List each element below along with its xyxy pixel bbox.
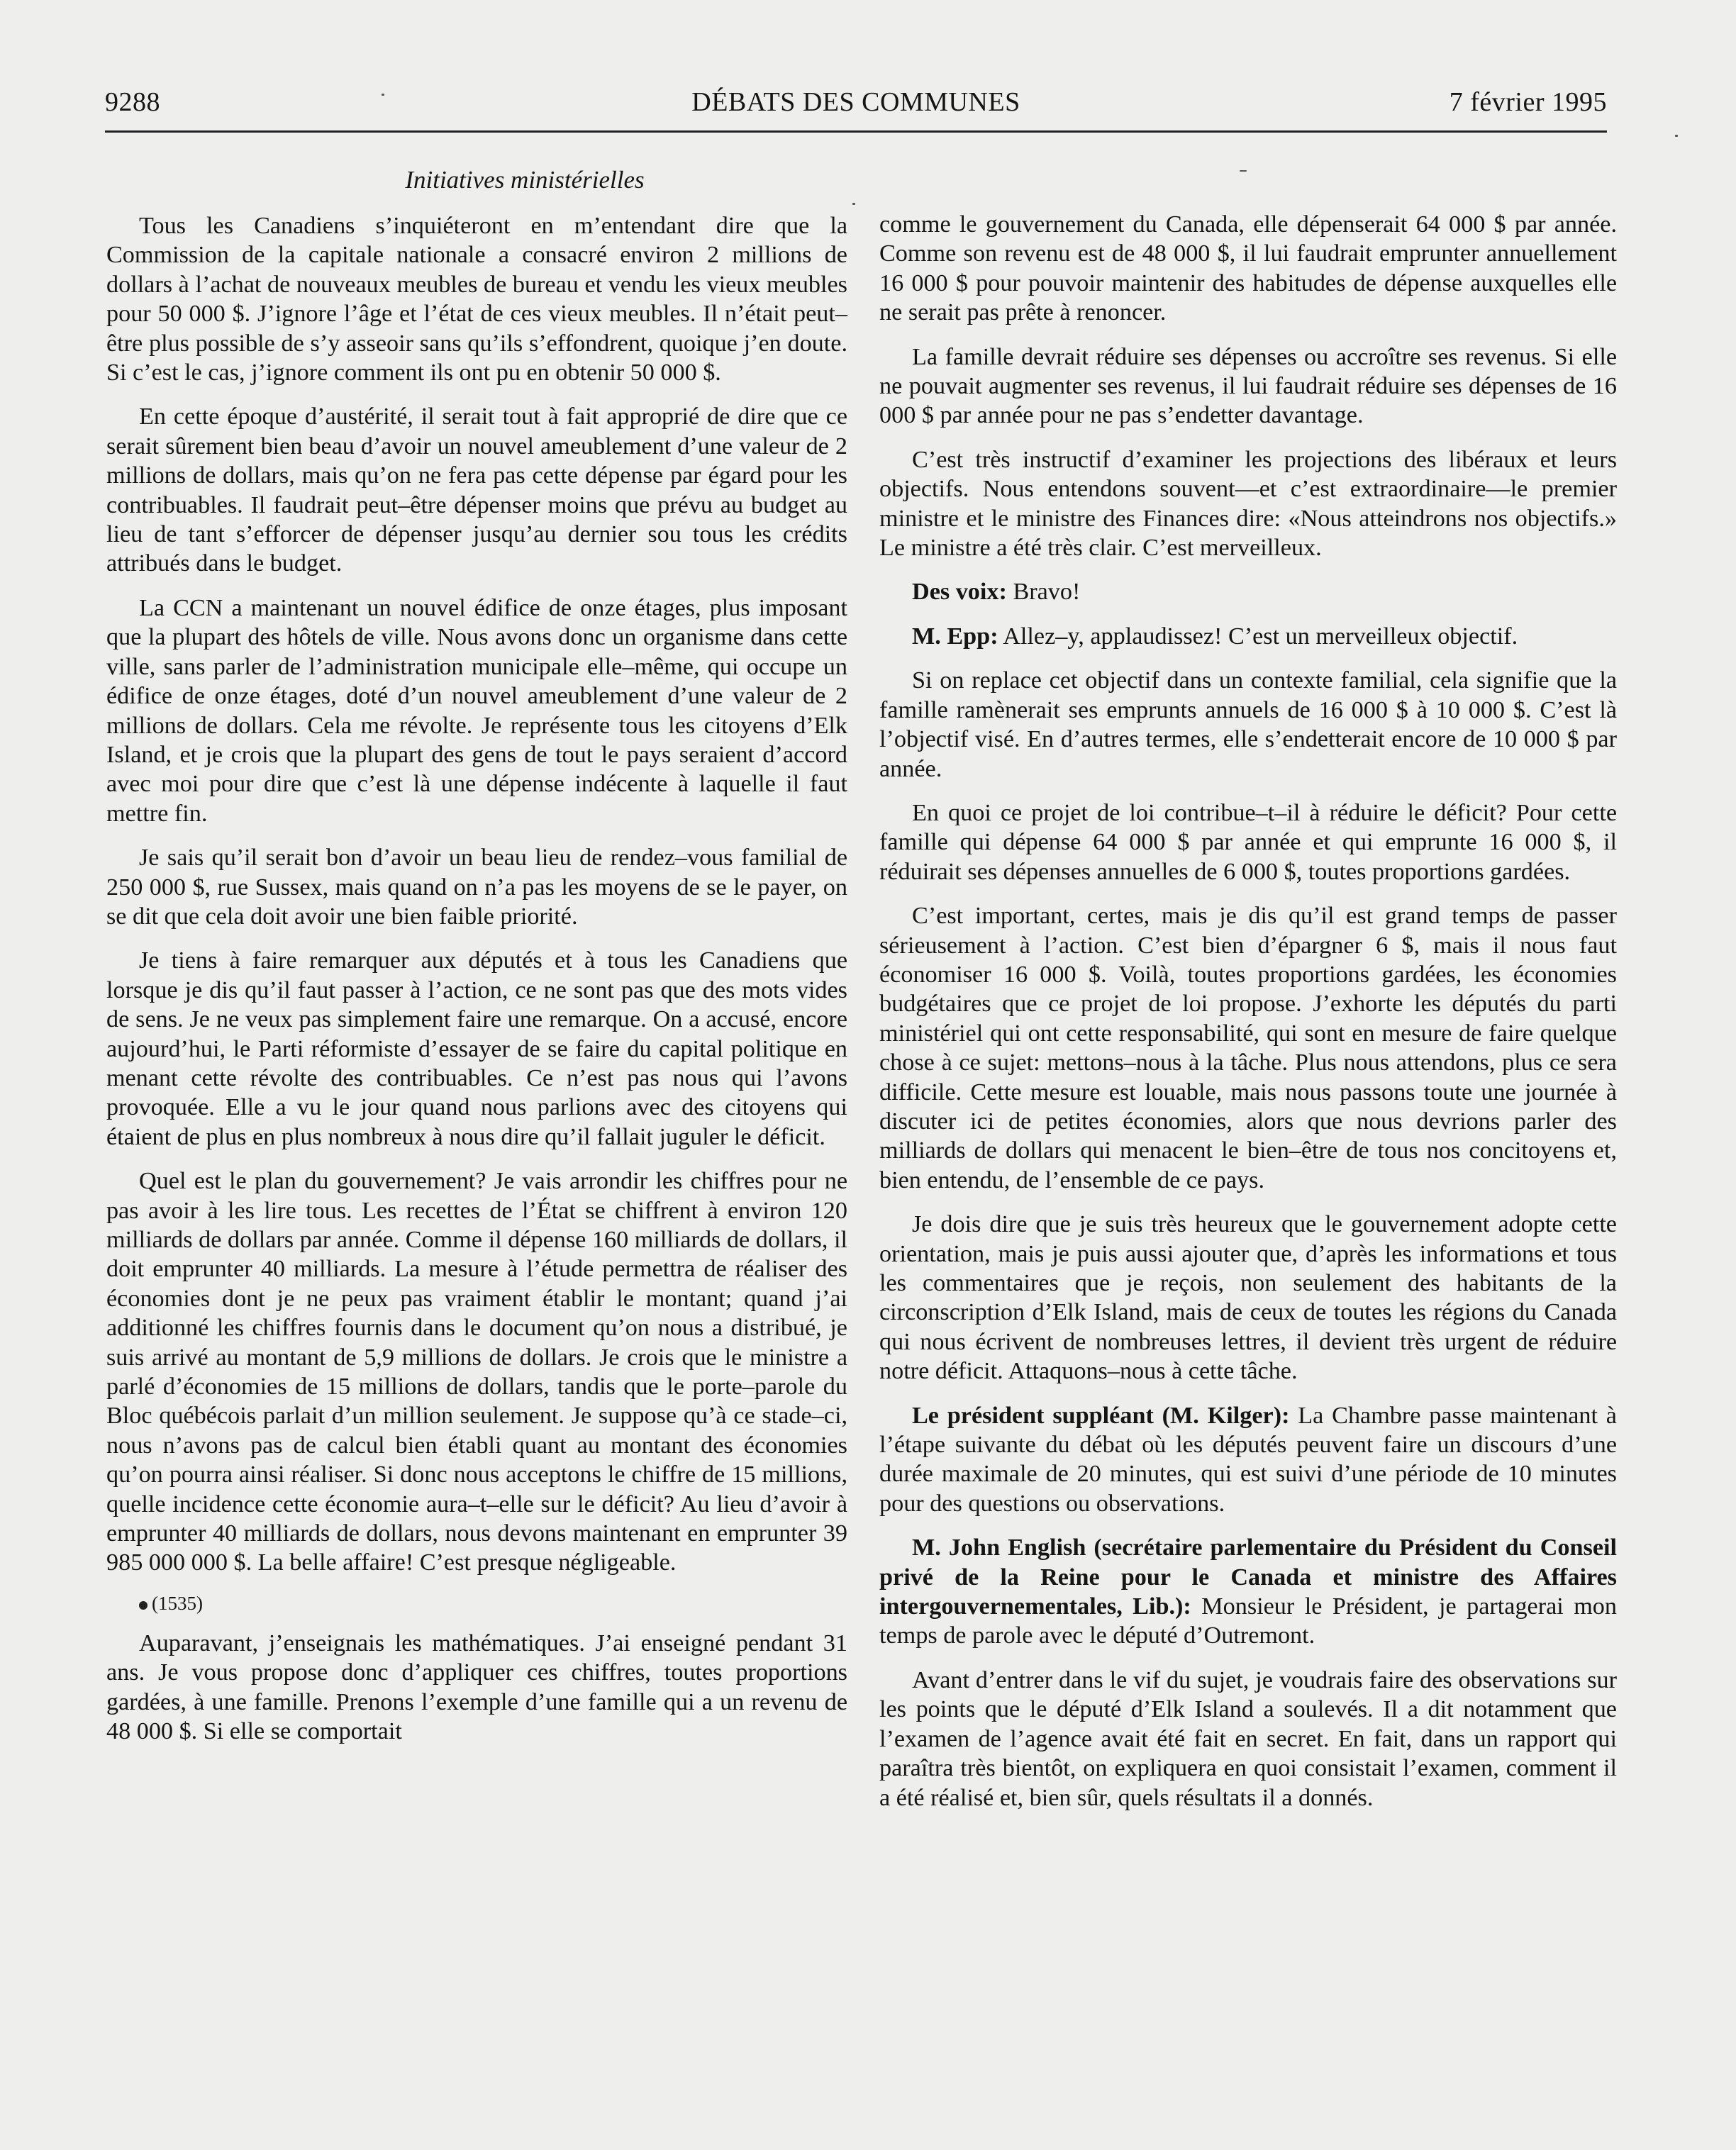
speech-text: Monsieur le Président, je partagerai mon temps de parole avec le député d’Outremont. [879, 1593, 1617, 1649]
time-marker-label: (1535) [152, 1592, 203, 1614]
paragraph: La CCN a maintenant un nouvel édifice de onze étages, plus imposant que la plupart des hôtels de ville. Nous avons donc un organisme dans cette ville, sans parler de l’administration municipale elle–même, qui occupe un édifice de onze étages, doté d’un nouvel ameublement d’une valeur de 2 millions de dollars. Cela me révolte. Je représente tous les citoyens d’Elk Island, et je crois que la plupart des gens de tout le pays seraient d’accord avec moi pour dire que c’est là une dépense indécente à laquelle il faut mettre fin. [106, 594, 847, 827]
page-header [105, 87, 1607, 133]
scan-speck [1240, 170, 1247, 172]
bullet-icon [139, 1601, 148, 1610]
speech-entry [879, 577, 1617, 606]
speaker-name: Le président suppléant (M. Kilger): [912, 1402, 1290, 1429]
paragraph: comme le gouvernement du Canada, elle dépenserait 64 000 $ par année. Comme son revenu est de 48 000 $, il lui faudrait emprunter annuellement 16 000 $ pour pouvoir maintenir des habitudes de dépense auxquelles elle ne serait pas prête à renoncer. [879, 211, 1617, 326]
section-title: Initiatives ministérielles [405, 166, 645, 194]
speech-text: Bravo! [1006, 579, 1081, 606]
speech-text: Allez–y, applaudissez! C’est un merveilleux objectif. [998, 623, 1518, 650]
paragraph: En cette époque d’austérité, il serait tout à fait approprié de dire que ce serait sûrement bien beau d’avoir un nouvel ameublement d’une valeur de 2 millions de dollars, mais qu’on ne fera pas cette dépense par égard pour les contribuables. Il faudrait peut–être dépenser moins que prévu au budget au lieu de tant s’efforcer de dépenser jusqu’au dernier sou tous les crédits attribués dans le budget. [106, 403, 847, 577]
left-column [106, 211, 847, 1761]
paragraph: Quel est le plan du gouvernement? Je vais arrondir les chiffres pour ne pas avoir à les lire tous. Les recettes de l’État se chiffrent à environ 120 milliards de dollars par année. Comme il dépense 160 milliards de dollars, il doit emprunter 40 milliards. La mesure à l’étude permettra de réaliser des économies dont je ne peux pas vraiment établir le montant; quand j’ai additionné les chiffres fournis dans le document qu’on nous a distribué, je suis arrivé au montant de 5,9 millions de dollars. Je crois que le ministre a parlé d’économies de 15 millions de dollars, tandis que le porte–parole du Bloc québécois parlait d’un million seulement. Je suppose qu’à ce stade–ci, nous n’avons pas de calcul bien établi quant au montant des économies qu’on pourra ainsi réaliser. Si donc nous acceptons le chiffre de 15 millions, quelle incidence cette économie aura–t–elle sur le déficit? Au lieu d’avoir à emprunter 40 milliards de dollars, nous devons maintenant en emprunter 39 985 000 000 $. La belle affaire! C’est presque négligeable. [106, 1168, 847, 1576]
scan-speck [852, 203, 855, 205]
speech-entry [879, 622, 1617, 651]
scan-speck [1675, 135, 1678, 137]
paragraph: Avant d’entrer dans le vif du sujet, je voudrais faire des observations sur les points que le député d’Elk Island a soulevés. Il a dit notamment que l’examen de l’agence avait été fait en secret. En fait, dans un rapport qui paraîtra très bientôt, on expliquera en quoi consistait l’examen, comment il a été réalisé et, bien sûr, quels résultats il a donnés. [879, 1666, 1617, 1811]
journal-title: DÉBATS DES COMMUNES [691, 87, 1020, 117]
paragraph: La famille devrait réduire ses dépenses ou accroître ses revenus. Si elle ne pouvait augmenter ses revenus, il lui faudrait réduire ses dépenses de 16 000 $ par année pour ne pas s’endetter davantage. [879, 343, 1617, 429]
paragraph: Si on replace cet objectif dans un contexte familial, cela signifie que la famille ramènerait ses emprunts annuels de 16 000 $ à 10 000 $. C’est là l’objectif visé. En d’autres termes, elle s’endetterait encore de 10 000 $ par année. [879, 667, 1617, 782]
time-marker [106, 1593, 847, 1614]
scan-speck [382, 94, 384, 96]
paragraph: C’est très instructif d’examiner les projections des libéraux et leurs objectifs. Nous entendons souvent—et c’est extraordinaire—le premier ministre et le ministre des Finances dire: «Nous atteindrons nos objectifs.» Le ministre a été très clair. C’est merveilleux. [879, 446, 1617, 562]
paragraph: Tous les Canadiens s’inquiéteront en m’entendant dire que la Commission de la capitale nationale a consacré environ 2 millions de dollars à l’achat de nouveaux meubles de bureau et vendu les vieux meubles pour 50 000 $. J’ignore l’âge et l’état de ces vieux meubles. Il n’était peut–être plus possible de s’y asseoir sans qu’ils s’effondrent, quoique j’en doute. Si c’est le cas, j’ignore comment ils ont pu en obtenir 50 000 $. [106, 213, 847, 386]
page-date: 7 février 1995 [1449, 87, 1607, 117]
paragraph: Je tiens à faire remarquer aux députés et à tous les Canadiens que lorsque je dis qu’il faut passer à l’action, ce ne sont pas que des mots vides de sens. Je ne veux pas simplement faire une remarque. On a accusé, encore aujourd’hui, le Parti réformiste d’essayer de se faire du capital politique en menant cette révolte des contribuables. Ce n’est pas nous qui l’avons provoquée. Elle a vu le jour quand nous parlions avec des citoyens qui étaient de plus en plus nombreux à nous dire qu’il fallait juguler le déficit. [106, 947, 847, 1150]
speaker-name: M. Epp: [912, 623, 998, 650]
speaker-name: M. John English (secrétaire parlementaire du Président du Conseil privé de la Reine pour le Canada et ministre des Affaires intergouvernementales, Lib.): [879, 1534, 1617, 1620]
paragraph: Je sais qu’il serait bon d’avoir un beau lieu de rendez–vous familial de 250 000 $, rue Sussex, mais quand on n’a pas les moyens de se le payer, on se dit que cela doit avoir une bien faible priorité. [106, 845, 847, 930]
speech-entry [879, 1401, 1617, 1519]
speaker-name: Des voix: [912, 579, 1007, 606]
paragraph: Auparavant, j’enseignais les mathématiques. J’ai enseigné pendant 31 ans. Je vous propose donc d’appliquer ces chiffres, toutes proportions gardées, à une famille. Prenons l’exemple d’une famille qui a un revenu de 48 000 $. Si elle se comportait [106, 1630, 847, 1745]
right-column [879, 210, 1617, 1827]
paragraph: En quoi ce projet de loi contribue–t–il à réduire le déficit? Pour cette famille qui dépense 64 000 $ par année et qui emprunte 16 000 $, il réduirait ses dépenses annuelles de 6 000 $, toutes proportions gardées. [879, 799, 1617, 885]
paragraph: Je dois dire que je suis très heureux que le gouvernement adopte cette orientation, mais je puis aussi ajouter que, d’après les informations et tous les commentaires que je reçois, non seulement des habitants de la circonscription d’Elk Island, mais de ceux de toutes les régions du Canada qui nous écrivent de nombreuses lettres, il devient très urgent de réduire notre déficit. Attaquons–nous à cette tâche. [879, 1211, 1617, 1385]
speech-entry [879, 1533, 1617, 1651]
page-number: 9288 [105, 87, 160, 117]
paragraph: C’est important, certes, mais je dis qu’il est grand temps de passer sérieusement à l’action. C’est bien d’épargner 6 $, mais il nous faut économiser 16 000 $. Voilà, toutes proportions gardées, les économies budgétaires que ce projet de loi propose. J’exhorte les députés du parti ministériel qui ont cette responsabilité, qui sont en mesure de faire quelque chose à ce sujet: mettons–nous à la tâche. Plus nous attendons, plus ce sera difficile. Cette mesure est louable, mais nous passons toute une journée à discuter ici de petites économies, alors que nous devrions parler des milliards de dollars qui menacent le bien–être de tous nos concitoyens et, bien entendu, de l’ensemble de ce pays. [879, 903, 1617, 1193]
speech-text: La Chambre passe maintenant à l’étape suivante du débat où les députés peuvent faire un discours d’une durée maximale de 20 minutes, qui est suivi d’une période de 10 minutes pour des questions ou observations. [879, 1402, 1617, 1517]
